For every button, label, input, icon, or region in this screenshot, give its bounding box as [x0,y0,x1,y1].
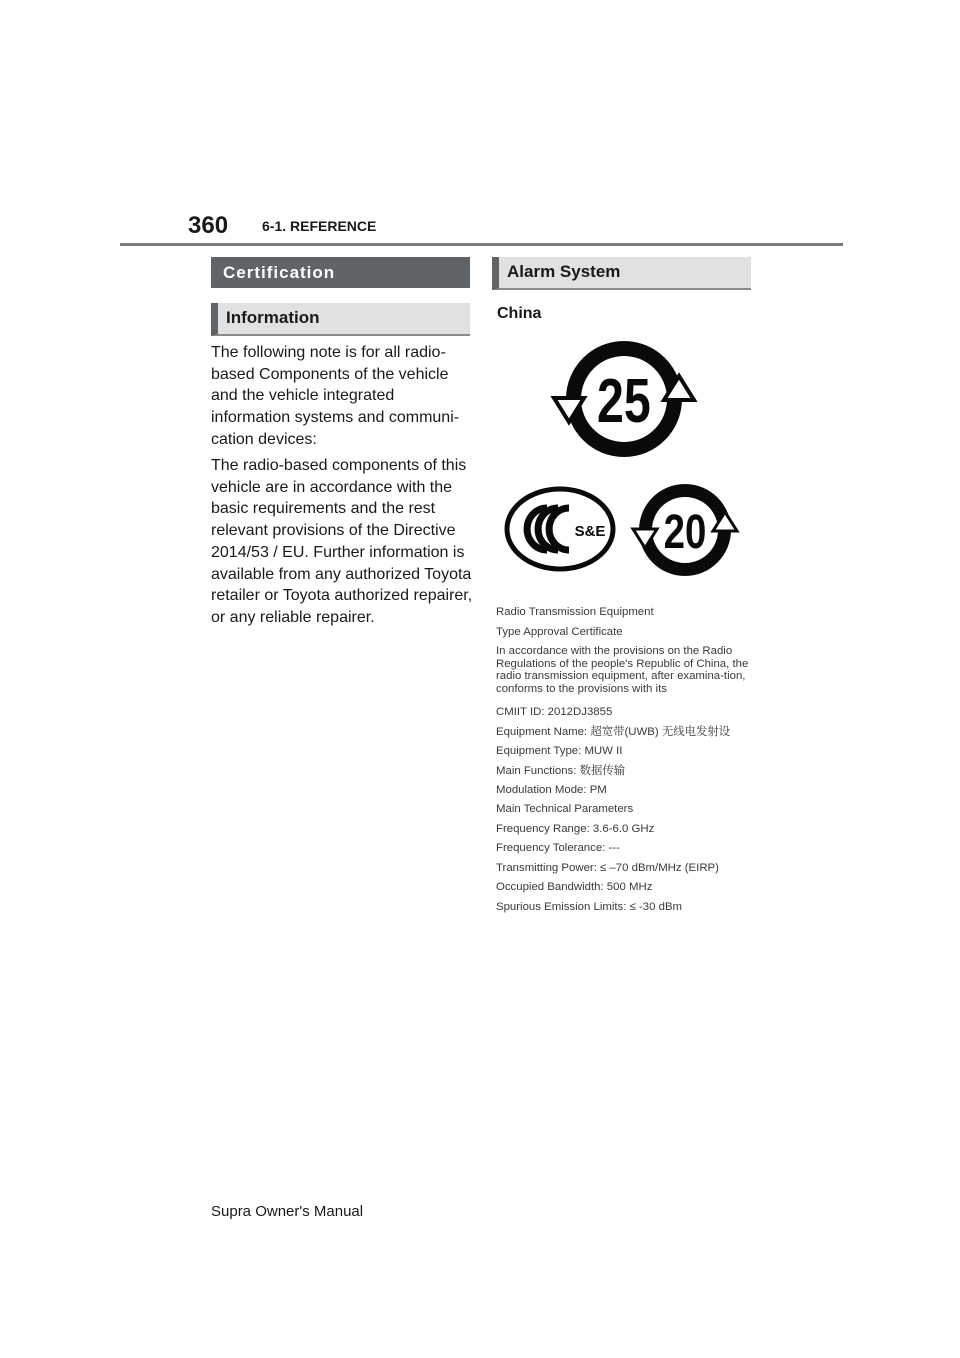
alarm-system-heading: Alarm System [492,257,751,290]
spec-line: CMIIT ID: 2012DJ3855 [496,706,613,718]
epup-20-number: 20 [663,506,707,560]
section-title: 6-1. REFERENCE [262,218,377,234]
spec-line: Equipment Name: 超宽带(UWB) 无线电发射设 [496,726,731,738]
spec-line: Frequency Tolerance: --- [496,842,620,854]
epup-25-logo [550,336,700,466]
compliance-paragraph: The radio-based components of this vehicle are in accordance with the basic requirements and the rest relevant provisions of the Directive 2014/53 / EU. Further information is available from any authorized Toyota retailer or Toyota authorized repairer, or any reliable repairer. [211,457,473,626]
footer-manual-name: Supra Owner's Manual [211,1203,364,1220]
certification-heading: Certification [211,257,470,288]
spec-line: Type Approval Certificate [496,626,623,638]
spec-line: Main Functions: 数据传输 [496,765,626,777]
china-subheading: China [497,305,542,322]
spec-line: Main Technical Parameters [496,803,634,815]
intro-paragraph: The following note is for all radio-based Components of the vehicle and the vehicle integrated information systems and communi-cation devices: [211,344,460,448]
ccc-se-text: S&E [574,523,606,540]
header-divider [120,243,843,246]
spec-line: Equipment Type: MUW II [496,745,623,757]
page-number: 360 [188,212,229,239]
spec-line: Transmitting Power: ≤ –70 dBm/MHz (EIRP) [496,862,719,874]
spec-paragraph: In accordance with the provisions on the Radio Regulations of the people's Republic of China, the radio transmission equipment, after examina-tion, conforms to the provisions with its [496,645,749,695]
spec-line: Occupied Bandwidth: 500 MHz [496,881,653,893]
ccc-se-logo [504,486,616,572]
epup-20-logo [630,482,740,580]
spec-line: Modulation Mode: PM [496,784,607,796]
information-heading: Information [211,303,470,336]
epup-25-number: 25 [597,366,651,436]
spec-line: Radio Transmission Equipment [496,606,654,618]
spec-line: Spurious Emission Limits: ≤ -30 dBm [496,901,683,913]
spec-line: Frequency Range: 3.6-6.0 GHz [496,823,655,835]
